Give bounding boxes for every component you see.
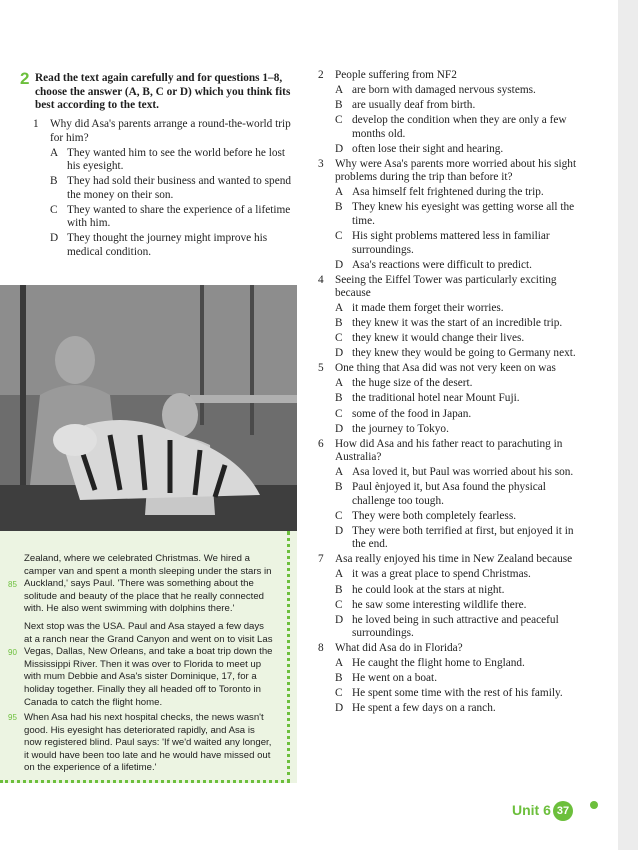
option-text: He spent some time with the rest of his family.	[352, 687, 563, 700]
question-1	[33, 118, 295, 259]
option-letter: C	[335, 407, 343, 420]
option-text: develop the condition when they are only a few months old.	[352, 114, 567, 140]
option-d	[335, 423, 580, 437]
option-c	[335, 510, 580, 524]
option-letter: D	[335, 702, 344, 715]
option-text: he loved being in such attractive and peaceful surroundings.	[352, 613, 559, 640]
unit-label: Unit 6	[512, 802, 551, 818]
option-letter: D	[335, 258, 344, 271]
option-text: They wanted him to see the world before he lost his eyesight.	[67, 146, 286, 173]
decorative-dot	[590, 801, 598, 809]
option-c	[50, 204, 295, 231]
option-text: They wanted to share the experience of a lifetime with him.	[67, 203, 291, 230]
option-text: it was a great place to spend Christmas.	[352, 568, 531, 581]
story-panel	[0, 531, 297, 783]
option-letter: A	[335, 568, 344, 581]
option-letter: B	[335, 201, 343, 214]
option-letter: D	[335, 142, 344, 155]
question-number: 7	[318, 553, 324, 566]
option-letter: A	[335, 84, 344, 97]
option-d	[335, 347, 580, 361]
option-a	[335, 302, 580, 316]
option-text: He caught the flight home to England.	[352, 657, 525, 670]
option-letter: A	[50, 146, 59, 159]
option-letter: C	[335, 114, 343, 127]
option-text: are born with damaged nervous systems.	[352, 84, 536, 97]
question-text: Why were Asa's parents more worried about his sight problems during the trip than before it?	[335, 157, 577, 184]
story-paragraph-2	[8, 621, 274, 709]
option-b	[335, 584, 580, 598]
option-text: They were both terrified at first, but enjoyed it in the end.	[352, 524, 574, 551]
option-a	[335, 568, 580, 582]
question-6	[318, 438, 580, 552]
question-number: 8	[318, 642, 324, 655]
option-text: Asa loved it, but Paul was worried about his son.	[352, 466, 574, 479]
question-text: What did Asa do in Florida?	[335, 642, 463, 655]
option-text: His sight problems mattered less in familiar surroundings.	[352, 230, 550, 256]
option-letter: B	[50, 175, 58, 188]
option-d	[335, 702, 580, 716]
story-paragraph-3	[8, 712, 274, 775]
right-question-column	[318, 69, 580, 717]
option-d	[335, 525, 580, 552]
option-b	[50, 175, 295, 202]
story-paragraph-1-text: Zealand, where we celebrated Christmas. We hired a camper van and spent a month sleeping under the stars in Auckland,' says Paul. 'There was something about the solitude and beauty of the place that he really connected with. He also went swimming with dolphins there.'	[24, 553, 272, 615]
photo-illustration	[0, 285, 297, 531]
option-c	[335, 230, 580, 257]
question-number: 6	[318, 437, 324, 450]
question-7	[318, 553, 580, 640]
option-text: Asa himself felt frightened during the trip.	[352, 186, 544, 199]
option-text: Paul ènjoyed it, but Asa found the physical challenge too tough.	[352, 481, 546, 507]
option-letter: A	[335, 302, 344, 315]
option-text: He spent a few days on a ranch.	[352, 702, 496, 715]
option-text: it made them forget their worries.	[352, 302, 504, 315]
option-text: the huge size of the desert.	[352, 377, 473, 390]
question-number: 5	[318, 362, 324, 375]
option-letter: C	[335, 598, 343, 611]
question-number: 3	[318, 157, 324, 170]
option-b	[335, 392, 580, 406]
option-letter: B	[335, 392, 343, 405]
question-number: 2	[318, 69, 324, 81]
question-text: Asa really enjoyed his time in New Zealand because	[335, 553, 573, 566]
option-d	[335, 614, 580, 641]
question-2	[318, 69, 580, 156]
line-number-95: 95	[8, 713, 17, 722]
option-c	[335, 687, 580, 701]
question-text: Why did Asa's parents arrange a round-the-world trip for him?	[50, 118, 291, 144]
option-a	[335, 84, 580, 98]
option-b	[335, 201, 580, 228]
option-letter: D	[335, 524, 344, 537]
option-letter: C	[50, 203, 58, 216]
option-c	[335, 114, 580, 141]
option-text: He went on a boat.	[352, 672, 438, 685]
dotted-border-bottom	[0, 780, 290, 783]
option-d	[50, 232, 295, 259]
option-letter: C	[335, 509, 343, 522]
option-text: the traditional hotel near Mount Fuji.	[352, 392, 520, 405]
exercise-instruction: Read the text again carefully and for questions 1–8, choose the answer (A, B, C or D) which you think fits best according to the text.	[35, 72, 291, 111]
option-b	[335, 317, 580, 331]
option-letter: B	[335, 672, 343, 685]
option-b	[335, 672, 580, 686]
option-a	[50, 147, 295, 174]
option-letter: A	[335, 377, 344, 390]
story-paragraph-2-text: Next stop was the USA. Paul and Asa stayed a few days at a ranch near the Grand Canyon and went on to visit Las Vegas, Dallas, New Orleans, and take a boat trip down the Mississippi River. Then it was over to Florida to meet up with mum Debbie and Asa's sister Dominique, 17, for a holiday together. Finally they all headed off to Toronto in Canada to catch the flight home.	[24, 621, 273, 708]
option-letter: B	[335, 317, 343, 330]
option-text: They were both completely fearless.	[352, 509, 517, 522]
option-text: he could look at the stars at night.	[352, 583, 505, 596]
exercise-number: 2	[20, 69, 30, 88]
left-question-column	[33, 118, 295, 259]
option-b	[335, 481, 580, 508]
question-number: 4	[318, 273, 324, 286]
option-letter: A	[335, 186, 344, 199]
option-text: the journey to Tokyo.	[352, 422, 449, 435]
dotted-border-right	[286, 531, 290, 783]
option-letter: C	[335, 332, 343, 345]
option-a	[335, 657, 580, 671]
question-5	[318, 362, 580, 436]
option-text: he saw some interesting wildlife there.	[352, 598, 527, 611]
option-text: some of the food in Japan.	[352, 407, 472, 420]
page-edge	[618, 0, 638, 850]
story-paragraph-3-text: When Asa had his next hospital checks, the news wasn't good. His eyesight has deteriorated rapidly, and Asa is now registered blind. Paul says: 'If we'd waited any longer, it would have been too late and he would have missed out on the experience of a lifetime.'	[24, 712, 272, 774]
question-8	[318, 642, 580, 716]
option-letter: D	[335, 347, 344, 360]
exercise-intro	[20, 69, 292, 113]
question-number: 1	[33, 118, 39, 130]
option-a	[335, 377, 580, 391]
option-letter: B	[335, 481, 343, 494]
option-c	[335, 599, 580, 613]
option-letter: A	[335, 466, 344, 479]
page-number: 37	[553, 801, 573, 821]
option-letter: C	[335, 230, 343, 243]
option-d	[335, 143, 580, 157]
question-3	[318, 158, 580, 272]
option-text: often lose their sight and hearing.	[352, 142, 504, 155]
story-paragraph-1	[8, 553, 274, 616]
question-4	[318, 274, 580, 361]
question-text: Seeing the Eiffel Tower was particularly exciting because	[335, 273, 557, 300]
option-text: they knew it would change their lives.	[352, 332, 525, 345]
option-letter: B	[335, 99, 343, 112]
option-text: They had sold their business and wanted to spend the money on their son.	[67, 175, 292, 201]
option-letter: A	[335, 657, 344, 670]
option-c	[335, 332, 580, 346]
line-number-85: 85	[8, 580, 17, 589]
option-text: are usually deaf from birth.	[352, 99, 476, 112]
option-text: They knew his eyesight was getting worse all the time.	[352, 201, 575, 227]
question-text: One thing that Asa did was not very keen on was	[335, 362, 556, 375]
option-text: they knew they would be going to Germany next.	[352, 347, 576, 360]
option-text: they knew it was the start of an incredible trip.	[352, 317, 563, 330]
option-letter: D	[50, 232, 59, 245]
option-a	[335, 186, 580, 200]
option-letter: B	[335, 583, 343, 596]
option-c	[335, 408, 580, 422]
option-letter: C	[335, 687, 343, 700]
question-text: People suffering from NF2	[335, 69, 457, 81]
option-text: They thought the journey might improve his medical condition.	[67, 232, 268, 258]
option-d	[335, 259, 580, 273]
option-letter: D	[335, 422, 344, 435]
question-text: How did Asa and his father react to parachuting in Australia?	[335, 437, 563, 464]
option-text: Asa's reactions were difficult to predict.	[352, 258, 533, 271]
line-number-90: 90	[8, 648, 17, 657]
option-a	[335, 466, 580, 480]
option-b	[335, 99, 580, 113]
tiger-photo	[0, 285, 297, 531]
option-letter: D	[335, 613, 344, 626]
